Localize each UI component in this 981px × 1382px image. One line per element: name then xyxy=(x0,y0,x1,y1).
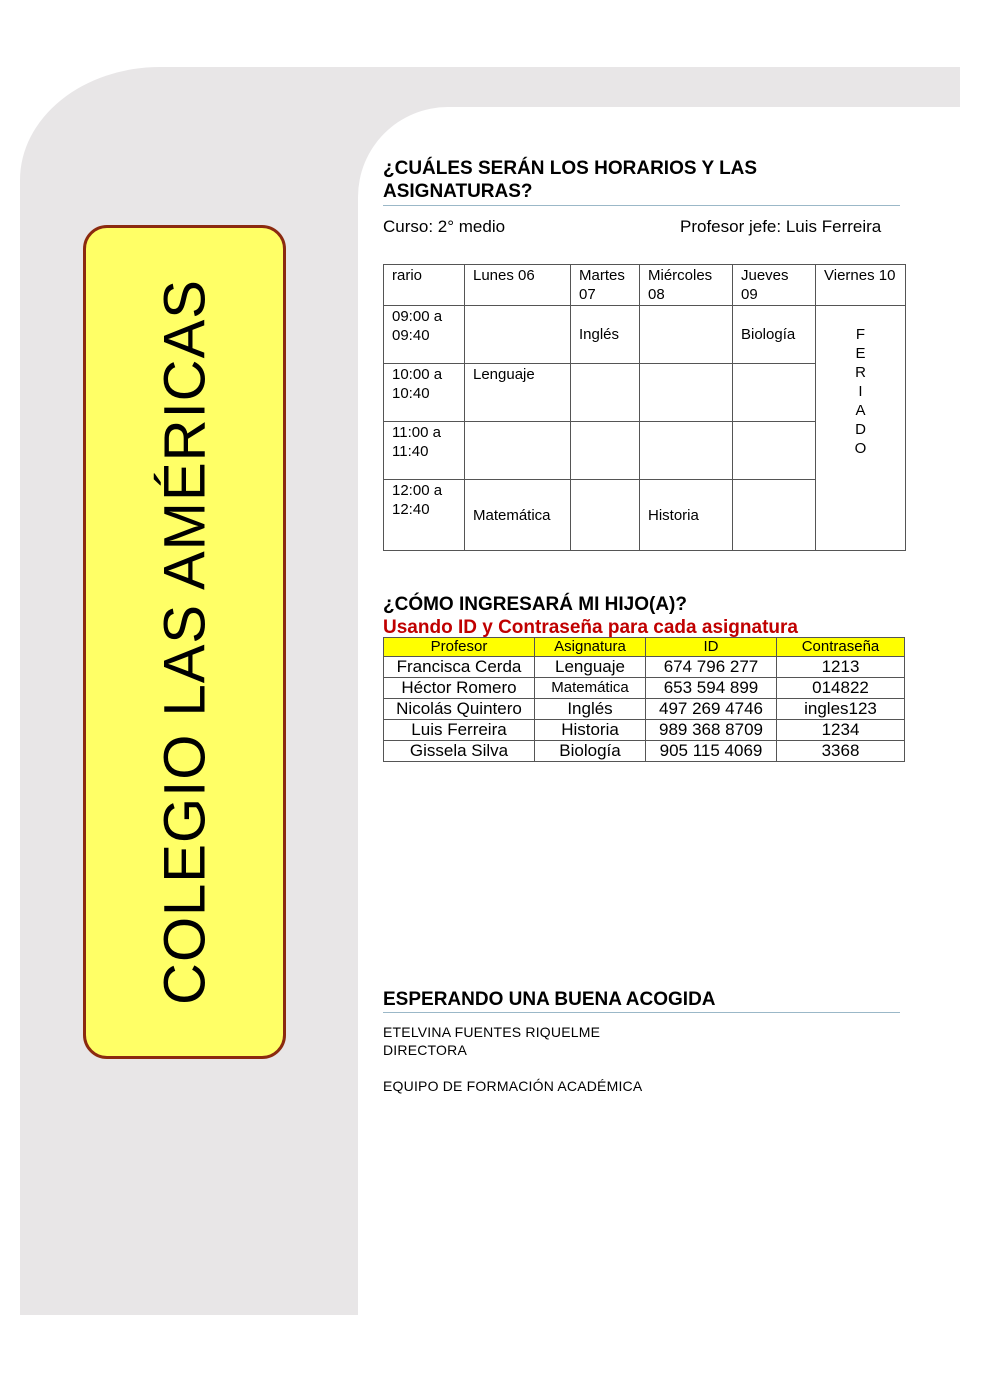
cell: Lenguaje xyxy=(535,657,646,678)
header-cell: rario xyxy=(384,265,465,306)
table-row xyxy=(384,741,905,762)
cell xyxy=(640,364,733,422)
cell: Inglés xyxy=(571,306,640,364)
table-row xyxy=(384,657,905,678)
time-cell: 09:00 a 09:40 xyxy=(384,306,465,364)
schedule-heading-line1: ¿CUÁLES SERÁN LOS HORARIOS Y LAS xyxy=(383,158,758,179)
schedule-heading xyxy=(383,157,757,203)
cell xyxy=(571,480,640,551)
header-cell: Asignatura xyxy=(535,638,646,657)
time-cell: 10:00 a 10:40 xyxy=(384,364,465,422)
cell: Nicolás Quintero xyxy=(384,699,535,720)
cell: 014822 xyxy=(777,678,905,699)
holiday-letter: F xyxy=(855,326,866,343)
cell: ingles123 xyxy=(777,699,905,720)
closing-heading: ESPERANDO UNA BUENA ACOGIDA xyxy=(383,989,716,1010)
holiday-letter: E xyxy=(855,345,866,362)
schedule-table xyxy=(383,264,906,551)
school-name-box xyxy=(83,225,286,1059)
holiday-letter: R xyxy=(855,364,866,381)
cell: Gissela Silva xyxy=(384,741,535,762)
time-cell: 11:00 a 11:40 xyxy=(384,422,465,480)
table-row xyxy=(384,678,905,699)
head-teacher-label: Profesor jefe: Luis Ferreira xyxy=(680,217,882,236)
cell xyxy=(571,364,640,422)
table-header-row xyxy=(384,638,905,657)
cell: 989 368 8709 xyxy=(646,720,777,741)
cell: Lenguaje xyxy=(465,364,571,422)
schedule-heading-line2: ASIGNATURAS? xyxy=(383,181,533,202)
divider xyxy=(383,1012,900,1013)
table-row xyxy=(384,699,905,720)
school-name: COLEGIO LAS AMÉRICAS xyxy=(152,279,217,1005)
cell: Biología xyxy=(535,741,646,762)
page-bottom xyxy=(358,1315,981,1382)
table-row xyxy=(384,306,906,364)
signer-name: ETELVINA FUENTES RIQUELME xyxy=(383,1024,601,1040)
holiday-letter: I xyxy=(858,383,863,400)
holiday-letter: A xyxy=(855,402,866,419)
header-cell: Contraseña xyxy=(777,638,905,657)
header-cell: Miércoles 08 xyxy=(640,265,733,306)
team-name: EQUIPO DE FORMACIÓN ACADÉMICA xyxy=(383,1078,643,1094)
cell xyxy=(733,480,816,551)
cell xyxy=(733,364,816,422)
cell: 905 115 4069 xyxy=(646,741,777,762)
cell xyxy=(465,306,571,364)
header-cell: Viernes 10 xyxy=(816,265,906,306)
signer-role: DIRECTORA xyxy=(383,1042,467,1058)
access-heading: ¿CÓMO INGRESARÁ MI HIJO(A)? xyxy=(383,594,687,615)
holiday-text xyxy=(824,307,897,458)
cell: Luis Ferreira xyxy=(384,720,535,741)
cell: 3368 xyxy=(777,741,905,762)
divider xyxy=(383,205,900,206)
cell xyxy=(571,422,640,480)
holiday-letter: O xyxy=(854,440,867,457)
table-row xyxy=(384,720,905,741)
access-subheading: Usando ID y Contraseña para cada asignatura xyxy=(383,617,798,638)
cell: Biología xyxy=(733,306,816,364)
cell: 1213 xyxy=(777,657,905,678)
cell: Francisca Cerda xyxy=(384,657,535,678)
cell: Matemática xyxy=(535,678,646,699)
cell: Inglés xyxy=(535,699,646,720)
table-header-row xyxy=(384,265,906,306)
cell xyxy=(640,306,733,364)
time-cell: 12:00 a 12:40 xyxy=(384,480,465,551)
holiday-letter: D xyxy=(855,421,866,438)
header-cell: ID xyxy=(646,638,777,657)
cell: 1234 xyxy=(777,720,905,741)
credentials-table xyxy=(383,637,905,762)
course-label: Curso: 2° medio xyxy=(383,217,506,236)
header-cell: Martes 07 xyxy=(571,265,640,306)
header-cell: Lunes 06 xyxy=(465,265,571,306)
header-cell: Jueves 09 xyxy=(733,265,816,306)
cell xyxy=(465,422,571,480)
cell xyxy=(733,422,816,480)
header-cell: Profesor xyxy=(384,638,535,657)
cell: Historia xyxy=(535,720,646,741)
cell: 653 594 899 xyxy=(646,678,777,699)
cell: Historia xyxy=(640,480,733,551)
cell xyxy=(640,422,733,480)
holiday-cell xyxy=(816,306,906,551)
cell: 497 269 4746 xyxy=(646,699,777,720)
cell: 674 796 277 xyxy=(646,657,777,678)
cell: Matemática xyxy=(465,480,571,551)
cell: Héctor Romero xyxy=(384,678,535,699)
